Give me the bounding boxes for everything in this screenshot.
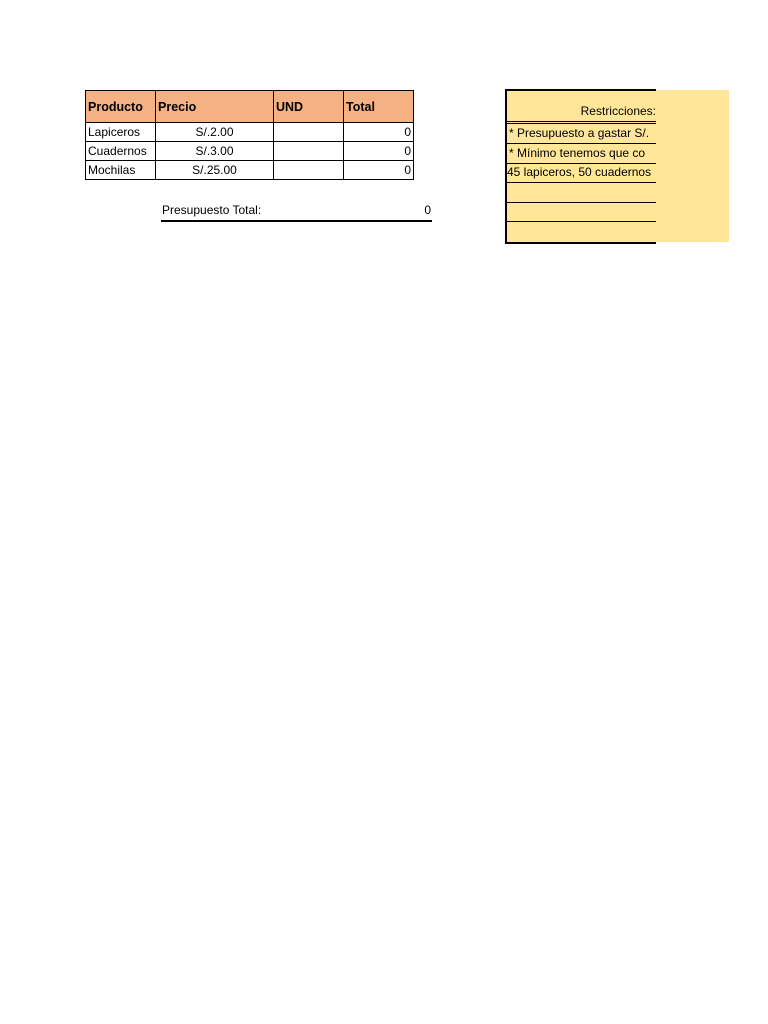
cell-producto[interactable]: Lapiceros bbox=[86, 123, 156, 142]
cell-total[interactable]: 0 bbox=[344, 161, 414, 180]
cell-producto[interactable]: Cuadernos bbox=[86, 142, 156, 161]
cell-total[interactable]: 0 bbox=[344, 123, 414, 142]
cell-precio[interactable]: S/.2.00 bbox=[156, 123, 274, 142]
cell-und[interactable] bbox=[274, 142, 344, 161]
table-row bbox=[86, 142, 414, 161]
restrictions-title[interactable]: Restricciones: bbox=[507, 102, 656, 124]
budget-total-value[interactable]: 0 bbox=[424, 203, 431, 217]
header-precio[interactable]: Precio bbox=[156, 91, 274, 123]
restrictions-panel bbox=[505, 89, 656, 244]
header-und[interactable]: UND bbox=[274, 91, 344, 123]
header-producto[interactable]: Producto bbox=[86, 91, 156, 123]
restriction-empty-line[interactable] bbox=[507, 202, 656, 222]
cell-precio[interactable]: S/.3.00 bbox=[156, 142, 274, 161]
restriction-empty-line[interactable] bbox=[507, 183, 656, 203]
restriction-line-minimum[interactable]: * Mínimo tenemos que co bbox=[507, 144, 656, 164]
cell-und[interactable] bbox=[274, 123, 344, 142]
header-total[interactable]: Total bbox=[344, 91, 414, 123]
table-header-row bbox=[86, 91, 414, 123]
cell-precio[interactable]: S/.25.00 bbox=[156, 161, 274, 180]
cell-total[interactable]: 0 bbox=[344, 142, 414, 161]
cell-und[interactable] bbox=[274, 161, 344, 180]
table-row bbox=[86, 161, 414, 180]
restriction-line-budget[interactable]: * Presupuesto a gastar S/. bbox=[507, 124, 656, 144]
budget-total-row bbox=[161, 201, 432, 222]
product-table bbox=[85, 90, 414, 180]
table-row bbox=[86, 123, 414, 142]
cell-producto[interactable]: Mochilas bbox=[86, 161, 156, 180]
budget-total-label: Presupuesto Total: bbox=[162, 203, 262, 217]
restriction-line-quantities[interactable]: 45 lapiceros, 50 cuadernos bbox=[507, 163, 656, 183]
